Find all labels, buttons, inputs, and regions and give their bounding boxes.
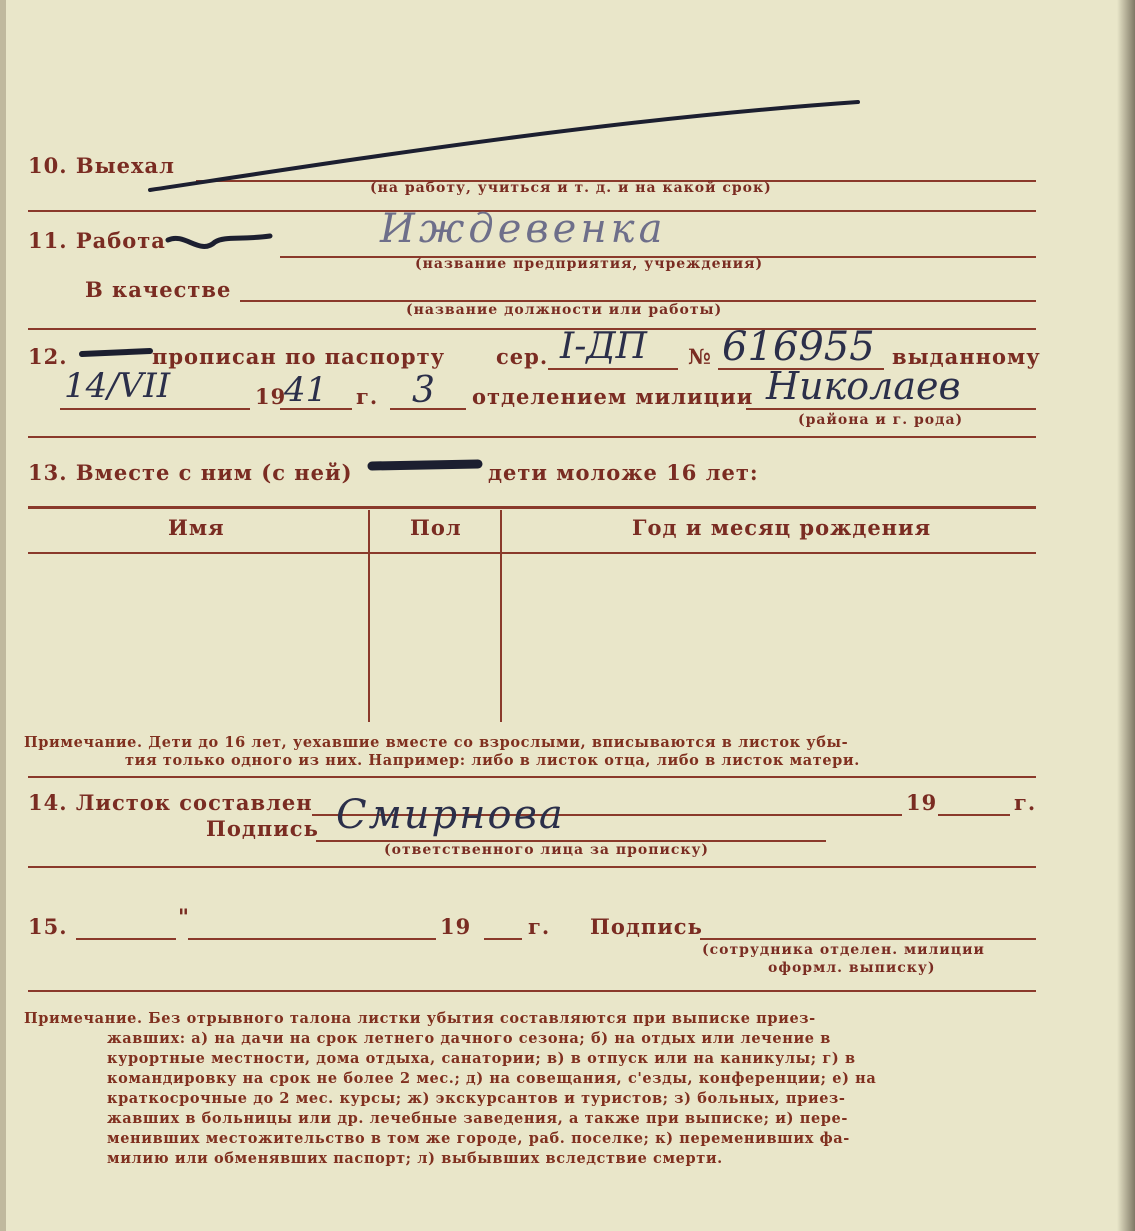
item14-year-prefix: 19: [906, 790, 938, 815]
item12-year-prefix: 19: [255, 384, 287, 409]
note2-line-7: менивших местожительство в том же городе, раб. поселке; к) переменивших фа-: [107, 1130, 850, 1147]
table-col-name: Имя: [168, 515, 225, 540]
item11-sub: (название предприятия, учреждения): [415, 256, 764, 272]
table-divider-2: [500, 510, 502, 722]
item14-g: г.: [1014, 790, 1037, 815]
item12-dept-no: 3: [412, 370, 435, 411]
divider-14: [28, 866, 1036, 868]
item15-sign-line: [700, 938, 1036, 940]
table-top-line: [28, 506, 1036, 509]
item12-dept-label: отделением милиции: [472, 384, 754, 409]
item11-capacity-sub: (название должности или работы): [406, 302, 723, 318]
item12-no-label: №: [688, 344, 712, 369]
item15-day-line: [76, 938, 176, 940]
item12-g: г.: [356, 384, 379, 409]
note2-line-1: Примечание. Без отрывного талона листки убытия составляются при выписке приез-: [24, 1010, 816, 1027]
item10-sub: (на работу, учиться и т. д. и на какой срок): [370, 180, 772, 196]
table-col-birth: Год и месяц рождения: [632, 515, 932, 540]
note2-line-8: милию или обменявших паспорт; л) выбывших вследствие смерти.: [107, 1150, 723, 1167]
item10-label: 10. Выехал: [28, 153, 175, 178]
divider-15: [28, 990, 1036, 992]
note2-line-6: жавших в больницы или др. лечебные заведения, а также при выписке; и) пере-: [107, 1110, 848, 1127]
item12-registered: прописан по паспорту: [152, 344, 446, 369]
item15-sub2: оформл. выписку): [768, 960, 936, 976]
item14-signature: Смирнова: [336, 792, 565, 838]
item12-year-suffix: 41: [284, 370, 328, 410]
item15-year-prefix: 19: [440, 914, 472, 939]
table-divider-1: [368, 510, 370, 722]
item12-date: 14/VII: [64, 366, 171, 406]
item15-quote-mark: ": [178, 904, 190, 929]
item12-ser-label: сер.: [496, 344, 549, 369]
item15-label: 15.: [28, 914, 68, 939]
item13-text2: дети моложе 16 лет:: [488, 460, 759, 485]
item14-sign-label: Подпись: [206, 816, 319, 841]
table-col-sex: Пол: [410, 515, 462, 540]
divider-note1: [28, 776, 1036, 778]
item12-number: 616955: [722, 324, 875, 370]
item12-num: 12.: [28, 344, 68, 369]
table-header-line: [28, 552, 1036, 554]
item15-g: г.: [528, 914, 551, 939]
note1-line-2: тия только одного из них. Например: либо в листок отца, либо в листок матери.: [125, 752, 860, 769]
item14-sub: (ответственного лица за прописку): [384, 842, 710, 858]
item11-work-value: Иждевенка: [380, 206, 667, 252]
item15-sign-label: Подпись: [590, 914, 703, 939]
note2-line-2: жавших: а) на дачи на срок летнего дачного сезона; б) на отдых или лечение в: [107, 1030, 831, 1047]
item15-month-line: [188, 938, 436, 940]
note2-line-5: краткосрочные до 2 мес. курсы; ж) экскурсантов и туристов; з) больных, приез-: [107, 1090, 846, 1107]
item12-issued: выданному: [892, 344, 1041, 369]
item12-city: Николаев: [766, 364, 961, 408]
item15-year-line: [484, 938, 522, 940]
item14-year-line: [938, 814, 1010, 816]
note2-line-4: командировку на срок не более 2 мес.; д) на совещания, с'езды, конференции; е) на: [107, 1070, 877, 1087]
item14-label: 14. Листок составлен: [28, 790, 313, 815]
item11-label: 11. Работа: [28, 228, 166, 253]
item12-series: I-ДП: [560, 326, 648, 367]
note1-line-1: Примечание. Дети до 16 лет, уехавшие вместе со взрослыми, вписываются в листок убы-: [24, 734, 849, 751]
item13-text: 13. Вместе с ним (с ней): [28, 460, 353, 485]
item15-sub1: (сотрудника отделен. милиции: [702, 942, 985, 958]
item12-sub: (района и г. рода): [798, 412, 964, 428]
note2-line-3: курортные местности, дома отдыха, санатории; в) в отпуск или на каникулы; г) в: [107, 1050, 856, 1067]
item11-capacity-label: В качестве: [85, 277, 232, 302]
